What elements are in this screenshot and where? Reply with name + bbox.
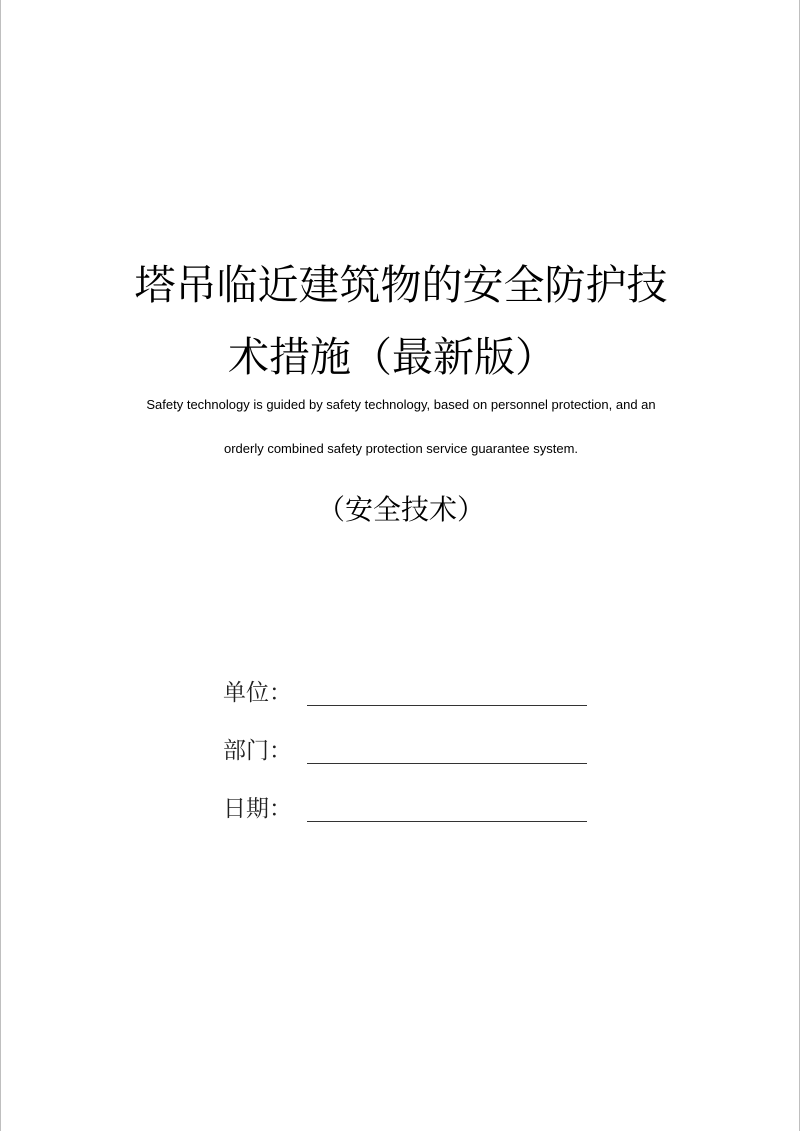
department-label: 部门： xyxy=(223,738,292,764)
title-line-2: 术措施（最新版） xyxy=(228,333,556,382)
info-form xyxy=(223,650,603,824)
document-title xyxy=(1,249,800,393)
date-field-line[interactable] xyxy=(307,821,587,822)
form-row-unit xyxy=(223,650,603,708)
unit-label: 单位： xyxy=(223,680,292,706)
english-subtitle xyxy=(1,383,800,471)
form-row-date xyxy=(223,766,603,824)
subtitle-line-2: orderly combined safety protection service guarantee system. xyxy=(223,441,579,456)
form-row-department xyxy=(223,708,603,766)
department-field-line[interactable] xyxy=(307,763,587,764)
date-label: 日期： xyxy=(223,796,292,822)
unit-field-line[interactable] xyxy=(307,705,587,706)
title-line-1: 塔吊临近建筑物的安全防护技 xyxy=(134,261,668,310)
category-label: （安全技术） xyxy=(316,493,485,526)
subtitle-line-1: Safety technology is guided by safety technology, based on personnel protection, and an xyxy=(146,397,656,412)
